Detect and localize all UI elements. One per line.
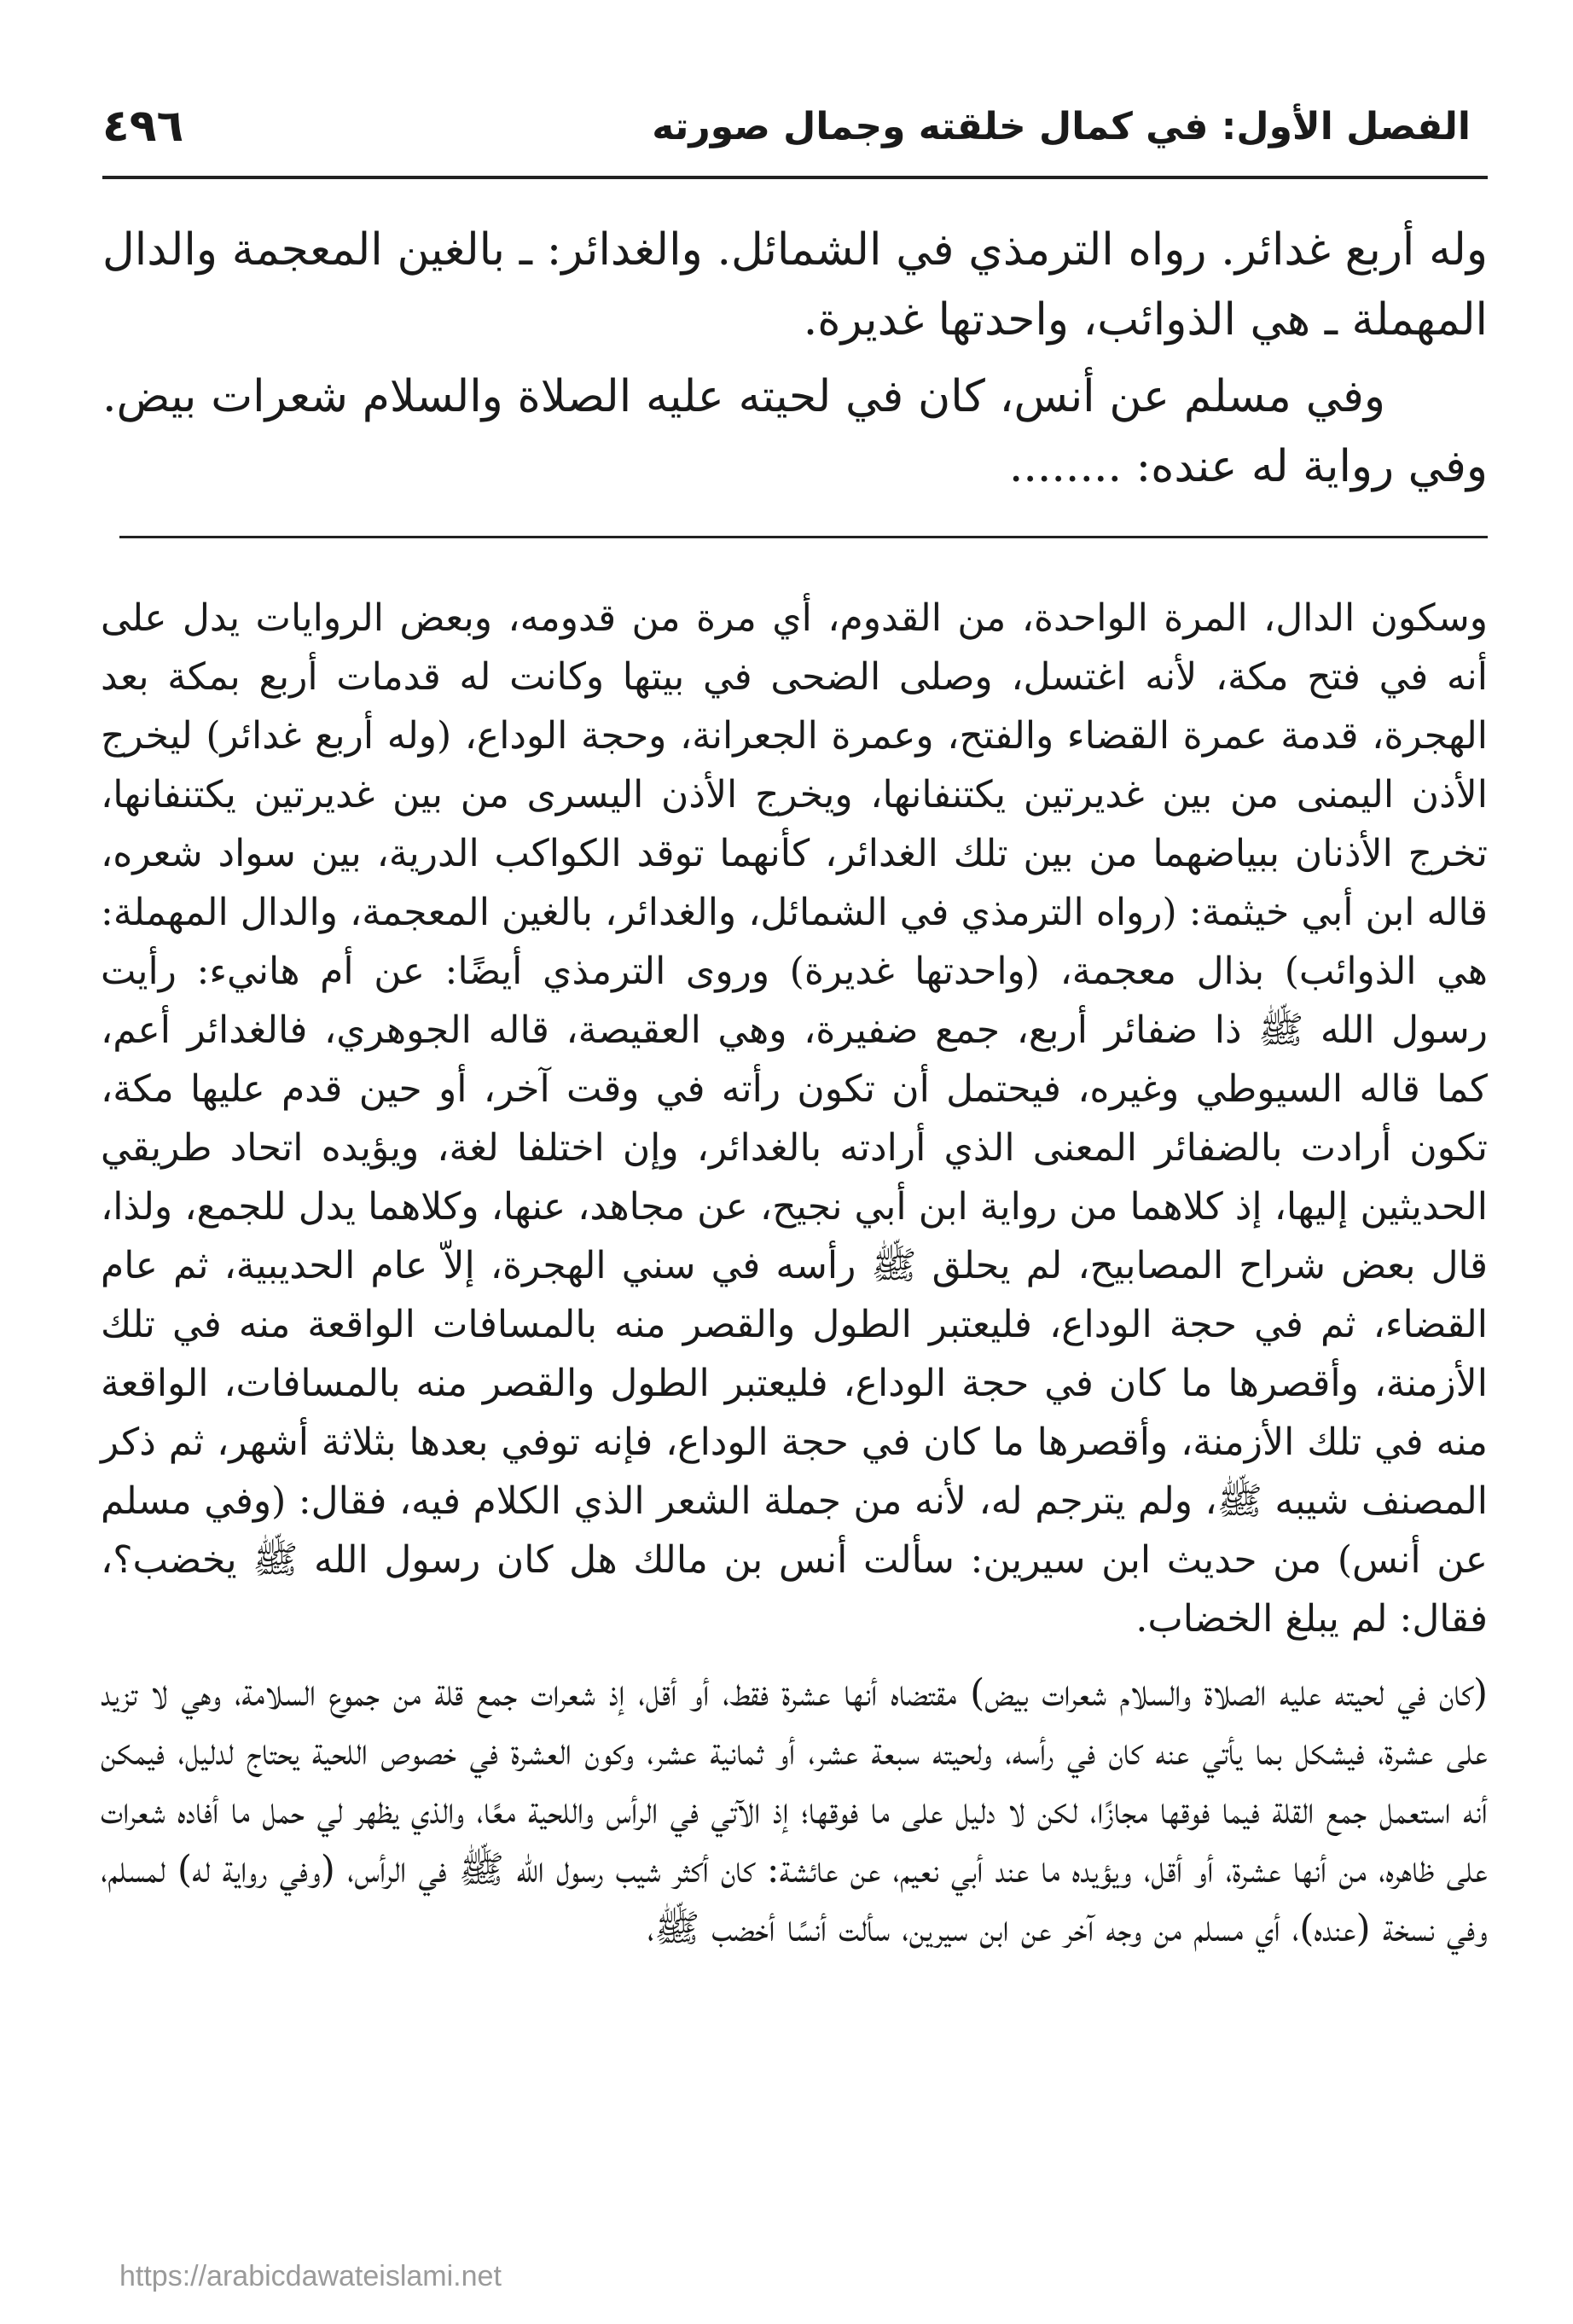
source-watermark: https://arabicdawateislami.net xyxy=(119,2260,502,2292)
commentary-text xyxy=(101,589,1488,1958)
chapter-title: الفصل الأول: في كمال خلقته وجمال صورته xyxy=(652,104,1471,148)
main-text xyxy=(102,215,1488,502)
page-header xyxy=(102,92,1471,160)
commentary-divider xyxy=(119,536,1488,538)
main-text-paragraph: وله أربع غدائر. رواه الترمذي في الشمائل. والغدائر: ـ بالغين المعجمة والدال المهملة ـ هي الذوائب، واحدتها غديرة. xyxy=(102,224,1488,346)
page-number: ٤٩٦ xyxy=(102,101,184,152)
header-divider xyxy=(102,176,1488,179)
commentary-paragraph: (كان في لحيته عليه الصلاة والسلام شعرات بيض) مقتضاه أنها عشرة فقط، أو أقل، إذ شعرات جمع قلة من جموع السلامة، وهي لا تزيد على عشرة، فيشكل بما يأتي عنه كان في رأسه، ولحيته سبعة عشر، أو ثمانية عشر، وكون العشرة في خصوص اللحية يحتاج لدليل، فيمكن أنه استعمل جمع القلة فيما فوقها مجازًا، لكن لا دليل على ما فوقها؛ إذ الآتي في الرأس واللحية معًا، والذي يظهر لي حمل ما أفاده شعرات على ظاهره، من أنها عشرة، أو أقل، ويؤيده ما عند أبي نعيم، عن عائشة: كان أكثر شيب رسول الله ﷺ في الرأس، (وفي رواية له) لمسلم، وفي نسخة (عنده)، أي مسلم من وجه آخر عن ابن سيرين، سألت أنسًا أخضب ﷺ، xyxy=(101,1671,1488,1950)
main-text-paragraph: وفي مسلم عن أنس، كان في لحيته عليه الصلاة والسلام شعرات بيض. وفي رواية له عنده: ........ xyxy=(102,371,1488,492)
commentary-paragraph: وسكون الدال، المرة الواحدة، من القدوم، أي مرة من قدومه، وبعض الروايات يدل على أنه في فتح مكة، لأنه اغتسل، وصلى الضحى في بيتها وكانت له قدمات أربع بمكة بعد الهجرة، قدمة عمرة القضاء والفتح، وعمرة الجعرانة، وحجة الوداع، (وله أربع غدائر) ليخرج الأذن اليمنى من بين غديرتين يكتنفانها، ويخرج الأذن اليسرى من بين غديرتين يكتنفانها، تخرج الأذنان ببياضهما من بين تلك الغدائر، كأنهما توقد الكواكب الدرية، بين سواد شعره، قاله ابن أبي خيثمة: (رواه الترمذي في الشمائل، والغدائر، بالغين المعجمة، والدال المهملة: هي الذوائب) بذال معجمة، (واحدتها غديرة) وروى الترمذي أيضًا: عن أم هانيء: رأيت رسول الله ﷺ ذا ضفائر أربع، جمع ضفيرة، وهي العقيصة، قاله الجوهري، فالغدائر أعم، كما قاله السيوطي وغيره، فيحتمل أن تكون رأته في وقت آخر، أو حين قدم عليها مكة، تكون أرادت بالضفائر المعنى الذي أرادته بالغدائر، وإن اختلفا لغة، ويؤيده اتحاد طريقي الحديثين إليها، إذ كلاهما من رواية ابن أبي نجيح، عن مجاهد، عنها، وكلاهما يدل للجمع، ولذا، قال بعض شراح المصابيح، لم يحلق ﷺ رأسه في سني الهجرة، إلاّ عام الحديبية، ثم عام القضاء، ثم في حجة الوداع، فليعتبر الطول والقصر منه بالمسافات الواقعة منه في تلك الأزمنة، وأقصرها ما كان في حجة الوداع، فليعتبر الطول والقصر منه بالمسافات، الواقعة منه في تلك الأزمنة، وأقصرها ما كان في حجة الوداع، فإنه توفي بعدها بثلاثة أشهر، ثم ذكر المصنف شيبه ﷺ، ولم يترجم له، لأنه من جملة الشعر الذي الكلام فيه، فقال: (وفي مسلم عن أنس) من حديث ابن سيرين: سألت أنس بن مالك هل كان رسول الله ﷺ يخضب؟، فقال: لم يبلغ الخضاب. xyxy=(101,596,1488,1641)
